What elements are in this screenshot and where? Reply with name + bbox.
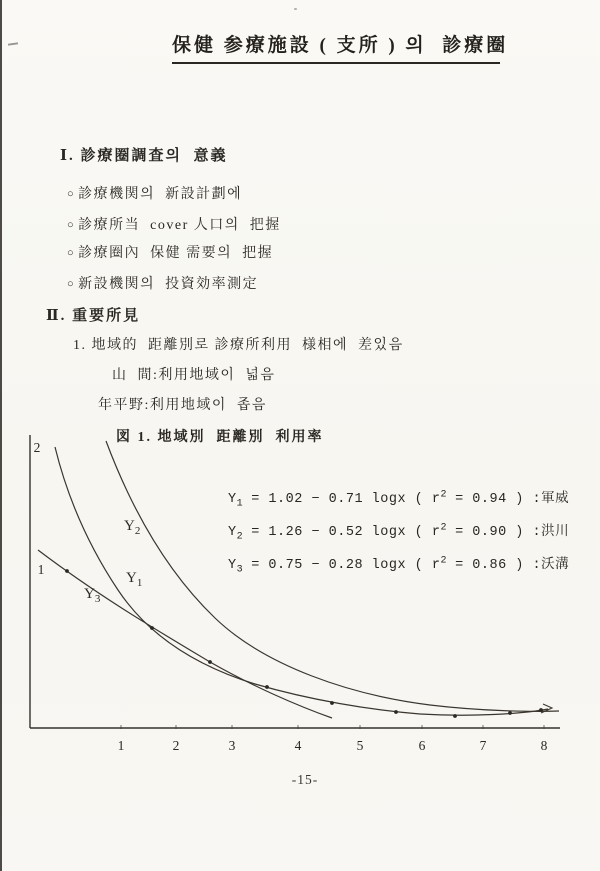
- equation-body: = 0.75 − 0.28 logx ( r: [242, 558, 441, 573]
- curve-label-var: Y: [84, 586, 95, 602]
- bullet-icon: ○: [67, 247, 76, 259]
- x-tick-label-3: 3: [228, 738, 236, 753]
- curve-label-y2: [124, 518, 140, 537]
- equation-tail: = 0.90 ) :洪川: [446, 525, 570, 540]
- equation-var-sub: 1: [236, 498, 243, 510]
- bullet-text: 診療機関의 新設計劃에: [78, 187, 243, 202]
- bullet-text: 診療圈內 保健 需要의 把握: [78, 246, 274, 261]
- x-tick-label-1: 1: [117, 738, 125, 753]
- curve-label-y1: [126, 570, 142, 589]
- equation-body: = 1.02 − 0.71 logx ( r: [242, 492, 441, 507]
- curve-y2-line: [106, 441, 559, 711]
- bullet-text: 新設機関의 投資効率測定: [78, 277, 259, 292]
- y-axis-label-1: 1: [37, 562, 45, 577]
- equation-r2-sup: 2: [440, 489, 447, 501]
- equation-var: Y: [228, 525, 237, 540]
- curve-data-points: [65, 569, 543, 718]
- equation-r2-sup: 2: [440, 555, 447, 567]
- finding-1-text: 1. 地域的 距離別로 診療所利用 様相에 差있음: [73, 338, 404, 353]
- x-tick-label-8: 8: [540, 738, 548, 753]
- bullet-item: [67, 214, 281, 234]
- curve-label-var: Y: [126, 570, 137, 586]
- bullet-icon: ○: [67, 219, 76, 231]
- mountain-area-line: 山 間:利用地域이 넓음: [112, 368, 276, 383]
- equation-var-sub: 2: [236, 531, 243, 543]
- scan-artifact-dash: [8, 42, 18, 45]
- equation-y1: [228, 486, 569, 510]
- x-tick-label-2: 2: [172, 738, 180, 753]
- x-tick-label-6: 6: [418, 738, 426, 753]
- figure-caption: 図 1. 地域別 距離別 利用率: [116, 430, 324, 445]
- equation-y3: [228, 552, 569, 576]
- bullet-icon: ○: [67, 188, 76, 200]
- equation-body: = 1.26 − 0.52 logx ( r: [242, 525, 441, 540]
- bullet-item: [67, 183, 242, 203]
- equation-tail: = 0.94 ) :軍威: [446, 492, 570, 507]
- page-number: -15-: [291, 772, 319, 787]
- bullet-item: [67, 242, 273, 262]
- bullet-icon: ○: [67, 278, 76, 290]
- curve-label-sub: 2: [134, 525, 141, 537]
- section-1-heading: Ⅰ. 診療圈調査의 意義: [60, 148, 228, 164]
- scan-edge-line: [0, 0, 2, 871]
- x-tick-label-5: 5: [356, 738, 364, 753]
- scan-artifact-dot: [294, 8, 297, 10]
- page-title: 保健 参療施設 ( 支所 ) 의 診療圈: [172, 30, 500, 64]
- y-axis-label-2: 2: [33, 440, 41, 455]
- x-tick-label-7: 7: [479, 738, 487, 753]
- equation-var-sub: 3: [236, 564, 243, 576]
- equation-tail: = 0.86 ) :沃溝: [446, 558, 570, 573]
- equation-y2: [228, 519, 569, 543]
- plain-area-line: 年平野:利用地域이 좁음: [98, 398, 267, 413]
- curve-y1-arrowhead-icon: [541, 704, 552, 713]
- curve-label-y3: [84, 586, 100, 605]
- curve-label-sub: 1: [136, 577, 143, 589]
- bullet-text: 診療所当 cover 人口의 把握: [78, 218, 281, 233]
- equation-var: Y: [228, 492, 237, 507]
- x-axis-ticks: [121, 725, 544, 729]
- curve-label-var: Y: [124, 518, 135, 534]
- equation-r2-sup: 2: [440, 522, 447, 534]
- x-tick-label-4: 4: [294, 738, 302, 753]
- curve-label-sub: 3: [94, 593, 101, 605]
- equation-var: Y: [228, 558, 237, 573]
- section-2-heading: Ⅱ. 重要所見: [46, 308, 141, 324]
- bullet-item: [67, 273, 258, 293]
